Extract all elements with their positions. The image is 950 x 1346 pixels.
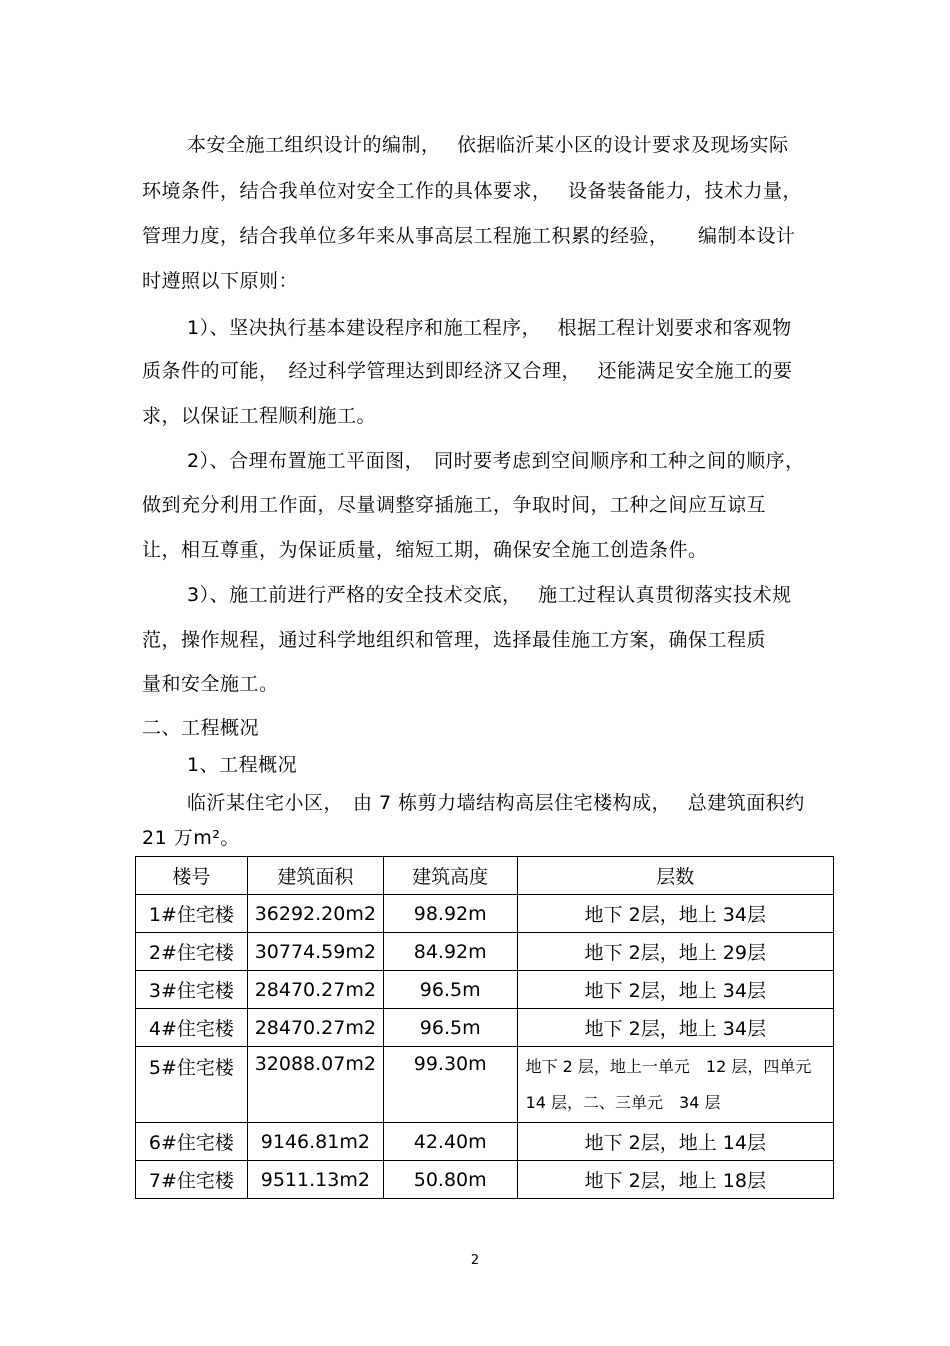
paragraph-line: 临沂某住宅小区， 由 7 栋剪力墙结构高层住宅楼构成， 总建筑面积约 [187,792,805,814]
section-heading: 二、工程概况 [142,717,260,739]
table-cell: 36292.20m2 [247,895,383,933]
table-header-cell: 建筑面积 [247,857,383,895]
table-cell: 3#住宅楼 [136,971,248,1009]
table-header-cell: 层数 [517,857,833,895]
table-cell: 28470.27m2 [247,1009,383,1047]
paragraph-line: 质条件的可能， 经过科学管理达到即经济又合理， 还能满足安全施工的要 [142,360,793,382]
paragraph-line: 3）、施工前进行严格的安全技术交底， 施工过程认真贯彻落实技术规 [187,584,792,606]
paragraph-line: 让，相互尊重，为保证质量，缩短工期，确保安全施工创造条件。 [142,539,708,561]
table-cell: 28470.27m2 [247,971,383,1009]
table-cell: 地下 2层，地上 34层 [517,1009,833,1047]
table-cell: 6#住宅楼 [136,1123,248,1161]
table-cell: 30774.59m2 [247,933,383,971]
table-cell: 9146.81m2 [247,1123,383,1161]
table-cell: 98.92m [383,895,517,933]
paragraph-line: 本安全施工组织设计的编制， 依据临沂某小区的设计要求及现场实际 [187,134,789,156]
table-cell: 7#住宅楼 [136,1161,248,1199]
table-row [136,933,834,971]
paragraph-line: 时遵照以下原则： [142,270,299,292]
table-cell: 50.80m [383,1161,517,1199]
table-cell: 地下 2层，地上 18层 [517,1161,833,1199]
table-cell: 96.5m [383,971,517,1009]
subsection-heading: 1、工程概况 [187,754,298,776]
paragraph-line: 环境条件，结合我单位对安全工作的具体要求， 设备装备能力，技术力量， [142,180,803,202]
paragraph-line: 1）、坚决执行基本建设程序和施工程序， 根据工程计划要求和客观物 [187,317,792,339]
paragraph-line: 求，以保证工程顺利施工。 [142,405,377,427]
paragraph-line: 范，操作规程，通过科学地组织和管理，选择最佳施工方案，确保工程质 [142,629,767,651]
paragraph-line: 量和安全施工。 [142,673,279,695]
table-row [136,1009,834,1047]
page-number: 2 [470,1253,480,1268]
table-row [136,1123,834,1161]
table-row [136,1161,834,1199]
table-cell: 2#住宅楼 [136,933,248,971]
paragraph-line: 2）、合理布置施工平面图， 同时要考虑到空间顺序和工种之间的顺序， [187,450,805,472]
table-cell: 地下 2层，地上 29层 [517,933,833,971]
table-cell: 地下 2层，地上 34层 [517,971,833,1009]
table-cell: 32088.07m2 [247,1047,383,1123]
paragraph-line: 做到充分利用工作面，尽量调整穿插施工，争取时间，工种之间应互谅互 [142,494,767,516]
building-table [135,856,834,1199]
table-cell: 4#住宅楼 [136,1009,248,1047]
table-row [136,971,834,1009]
table-cell: 地下 2层，地上 14层 [517,1123,833,1161]
paragraph-line: 管理力度，结合我单位多年来从事高层工程施工积累的经验， 编制本设计 [142,225,796,247]
table-cell: 84.92m [383,933,517,971]
table-header-cell: 建筑高度 [383,857,517,895]
table-cell: 5#住宅楼 [136,1047,248,1123]
table-cell: 99.30m [383,1047,517,1123]
table-header-cell: 楼号 [136,857,248,895]
paragraph-line: 21 万m²。 [142,827,240,849]
table-cell: 96.5m [383,1009,517,1047]
table-cell: 地下 2层，地上 34层 [517,895,833,933]
table-header-row [136,857,834,895]
table-cell: 9511.13m2 [247,1161,383,1199]
table-cell: 42.40m [383,1123,517,1161]
table-row [136,895,834,933]
table-row [136,1047,834,1123]
table-cell: 地下 2 层，地上一单元 12 层，四单元 14 层，二、三单元 34 层 [517,1047,833,1123]
table-cell: 1#住宅楼 [136,895,248,933]
